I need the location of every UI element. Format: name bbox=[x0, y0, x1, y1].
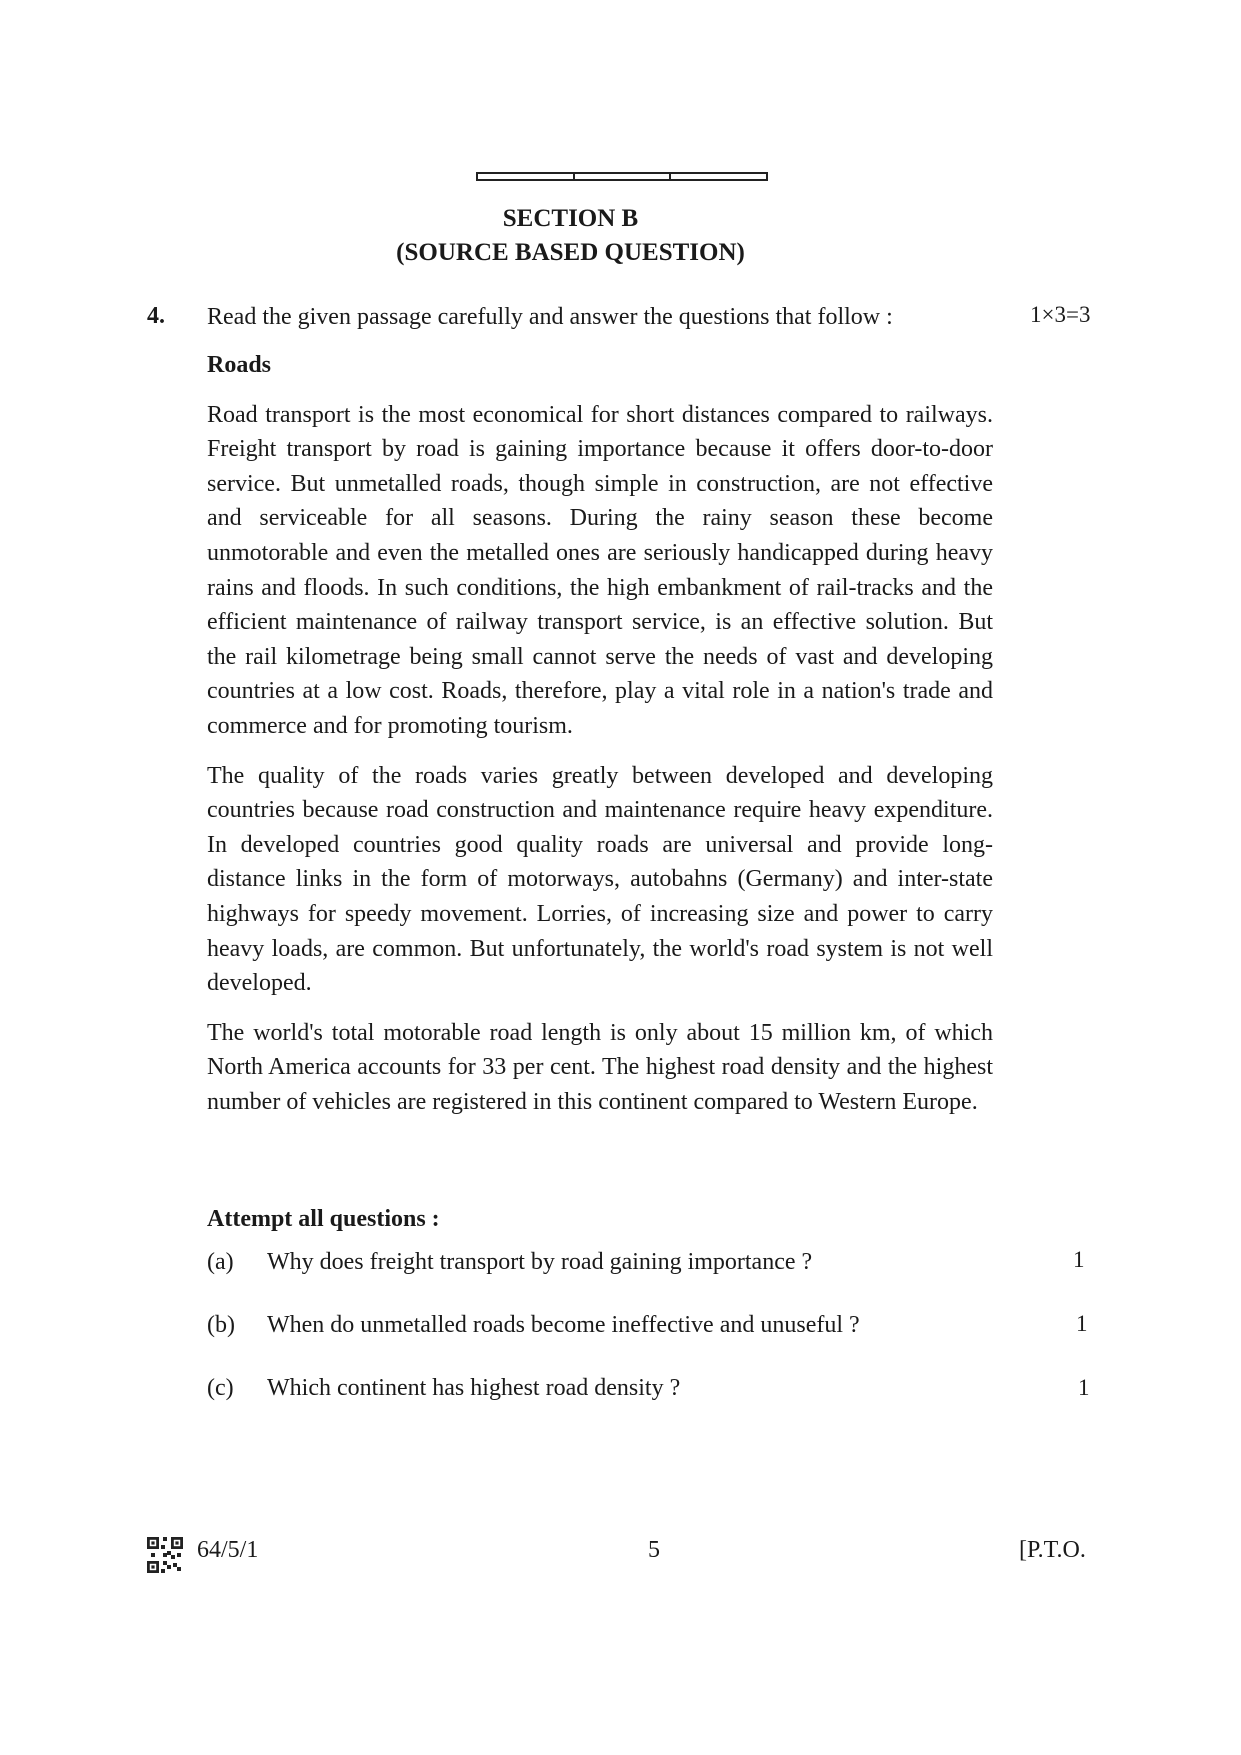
subquestion-label: (c) bbox=[207, 1375, 234, 1401]
attempt-heading: Attempt all questions : bbox=[207, 1206, 440, 1232]
page-number: 5 bbox=[648, 1537, 660, 1563]
subquestion-text: Which continent has highest road density ? bbox=[267, 1375, 681, 1401]
pto-label: [P.T.O. bbox=[1019, 1537, 1086, 1563]
passage-paragraph-3: The world's total motorable road length is only about 15 million km, of which North America accounts for 33 per cent. The highest road density and the highest number of vehicles are registered in this continent compared to Western Europe. bbox=[207, 1019, 993, 1115]
subquestion-text: When do unmetalled roads become ineffective and unuseful ? bbox=[267, 1312, 860, 1338]
section-header-bar bbox=[476, 172, 768, 181]
subquestion-c bbox=[207, 1371, 680, 1405]
subquestion-text: Why does freight transport by road gaining importance ? bbox=[267, 1249, 813, 1275]
section-subtitle: (SOURCE BASED QUESTION) bbox=[396, 239, 745, 266]
subquestion-a bbox=[207, 1245, 812, 1279]
question-marks: 1×3=3 bbox=[1030, 302, 1091, 327]
section-title: SECTION B bbox=[502, 205, 639, 232]
subquestion-mark: 1 bbox=[1078, 1375, 1090, 1400]
question-number: 4. bbox=[147, 303, 165, 329]
header-bar-segment bbox=[575, 174, 672, 179]
subquestion-label: (a) bbox=[207, 1249, 234, 1275]
passage-paragraph-1: Road transport is the most economical for short distances compared to railways. Freight transport by road is gaining importance because it offers door-to-door service. But unmetalled roads, though simple in construction, are not effective and serviceable for all seasons. During the rainy season these become unmotorable and even the metalled ones are seriously handicapped during heavy rains and floods. In such conditions, the high embankment of rail-tracks and the efficient maintenance of railway transport service, is an effective solution. But the rail kilometrage being small cannot serve the needs of vast and developing countries at a low cost. Roads, therefore, play a vital role in a nation's trade and commerce and for promoting tourism. bbox=[207, 401, 993, 739]
subquestion-mark: 1 bbox=[1073, 1247, 1085, 1272]
header-bar-segment bbox=[671, 174, 766, 179]
question-instruction: Read the given passage carefully and answer the questions that follow : bbox=[207, 304, 893, 330]
paper-code: 64/5/1 bbox=[197, 1537, 259, 1563]
qr-code-icon bbox=[147, 1537, 183, 1573]
passage-title: Roads bbox=[207, 352, 272, 378]
subquestion-b bbox=[207, 1308, 860, 1342]
header-bar-segment bbox=[478, 174, 575, 179]
passage bbox=[207, 348, 993, 1134]
subquestion-label: (b) bbox=[207, 1312, 235, 1338]
subquestion-mark: 1 bbox=[1076, 1311, 1088, 1336]
passage-paragraph-2: The quality of the roads varies greatly between developed and developing countries because road construction and maintenance require heavy expenditure. In developed countries good quality roads are universal and provide long-distance links in the form of motorways, autobahns (Germany) and inter-state highways for speedy movement. Lorries, of increasing size and power to carry heavy loads, are common. But unfortunately, the world's road system is not well developed. bbox=[207, 762, 993, 997]
